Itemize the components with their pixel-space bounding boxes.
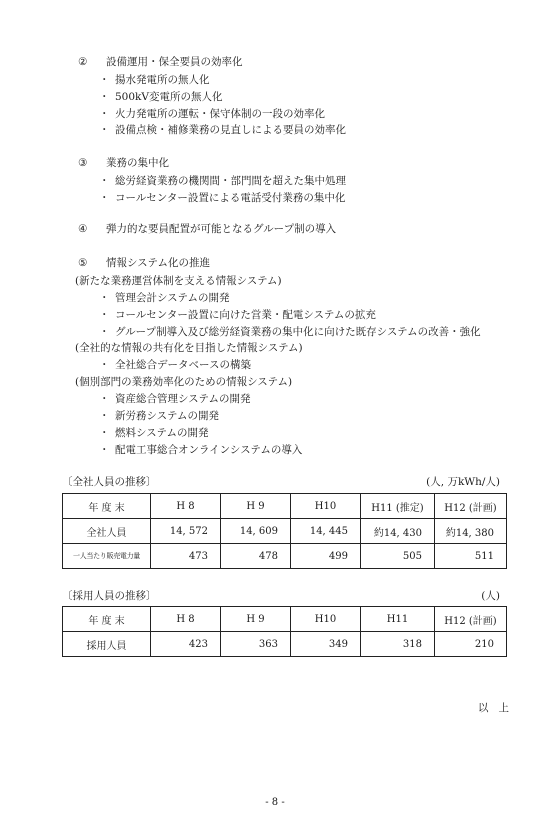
section-5 [75,256,481,458]
table2-caption: 〔採用人員の推移〕 [62,590,157,602]
data-cell: 511 [435,544,507,569]
list-item-text: 500kV変電所の無人化 [115,90,223,103]
list-item-text: 火力発電所の運転・保守体制の一段の効率化 [115,107,325,120]
bullet-list [75,273,481,458]
header-cell: H10 [291,607,361,632]
table-row [63,519,507,544]
list-item-text: 燃料システムの開発 [115,426,209,439]
section-4 [78,222,336,237]
bullet-mark: ・ [99,443,110,456]
list-item-text: 新労務システムの開発 [115,409,219,422]
page-number: - 8 - [265,797,285,808]
list-item [78,324,481,341]
sub-heading: (新たな業務運営体制を支える情報システム) [75,275,282,287]
list-item [78,442,481,459]
data-cell: 14, 445 [291,519,361,544]
bullet-mark: ・ [99,175,110,187]
section-number: ③ [78,157,88,169]
table-row [63,544,507,569]
data-cell: 499 [291,544,361,569]
list-item [78,122,346,139]
section-2 [78,55,346,139]
row-label-cell: 採用人員 [63,632,151,657]
list-item-text: コールセンター設置に向けた営業・配電システムの拡充 [115,308,376,321]
bullet-mark: ・ [99,308,110,321]
data-cell: 約14, 430 [361,519,435,544]
bullet-mark: ・ [99,325,110,338]
table1-unit: (人, 万kWh/人) [426,476,500,488]
list-item [78,290,481,307]
data-cell: 478 [221,544,291,569]
header-cell: H11 (推定) [361,494,435,519]
list-item-text: 設備点検・補修業務の見直しによる要員の効率化 [115,124,346,137]
closing-mark: 以上 [478,702,519,714]
list-item-text: 配電工事総合オンラインシステムの導入 [115,443,303,456]
section-title [78,55,346,70]
list-item-text: 揚水発電所の無人化 [115,74,210,86]
header-cell: H12 (計画) [435,607,507,632]
list-item [78,357,481,374]
section-heading-text: 設備運用・保全要員の効率化 [106,56,243,68]
bullet-mark: ・ [99,292,110,304]
hiring-table [62,606,507,657]
section-title [78,256,481,271]
table2-unit: (人) [481,590,500,602]
row-label-cell: 全社人員 [63,519,151,544]
data-cell: 505 [361,544,435,569]
section-number: ④ [78,223,88,235]
data-cell: 423 [151,632,221,657]
bullet-list [78,173,346,207]
section-heading-text: 情報システム化の推進 [106,257,210,269]
bullet-mark: ・ [99,426,110,439]
data-cell: 363 [221,632,291,657]
list-item-text: 総労経資業務の機関間・部門間を超えた集中処理 [115,175,346,187]
section-number: ② [78,56,88,68]
bullet-mark: ・ [99,90,110,103]
list-item [78,425,481,442]
sub-heading: (個別部門の業務効率化のための情報システム) [75,376,293,389]
header-cell: H 8 [151,494,221,519]
section-title [78,222,336,237]
bullet-mark: ・ [99,191,110,204]
data-cell: 473 [151,544,221,569]
header-cell: H 9 [221,607,291,632]
table1-caption: 〔全社人員の推移〕 [62,476,157,488]
bullet-mark: ・ [99,124,110,137]
list-item [78,408,481,425]
bullet-mark: ・ [99,359,110,372]
list-item [78,307,481,324]
data-cell: 318 [361,632,435,657]
header-cell: H 9 [221,494,291,519]
header-cell: H10 [291,494,361,519]
bullet-list [78,72,346,139]
header-cell: H11 [361,607,435,632]
data-cell: 14, 572 [151,519,221,544]
bullet-mark: ・ [99,393,110,406]
sub-heading: (全社的な情報の共有化を目指した情報システム) [75,342,303,355]
list-item-text: コールセンター設置による電話受付業務の集中化 [115,191,346,204]
list-item [78,106,346,123]
list-item [78,72,346,89]
data-cell: 210 [435,632,507,657]
table-header-row [63,607,507,632]
section-3 [78,156,346,207]
list-item-text: 管理会計システムの開発 [115,292,230,304]
list-item-text: グループ制導入及び総労経資業務の集中化に向けた既存システムの改善・強化 [115,325,481,338]
section-title [78,156,346,171]
section-number: ⑤ [78,257,88,269]
header-cell: H12 (計画) [435,494,507,519]
header-cell: 年 度 末 [63,607,151,632]
list-item-text: 全社総合データベースの構築 [115,359,251,372]
bullet-mark: ・ [99,409,110,422]
data-cell: 349 [291,632,361,657]
list-item [78,173,346,190]
header-cell: H 8 [151,607,221,632]
row-label-cell: 一人当たり販売電力量 [63,544,151,569]
data-cell: 約14, 380 [435,519,507,544]
table-header-row [63,494,507,519]
table-row [63,632,507,657]
bullet-mark: ・ [99,74,110,86]
data-cell: 14, 609 [221,519,291,544]
list-item [78,190,346,207]
list-item-text: 資産総合管理システムの開発 [115,393,251,406]
list-item [78,89,346,106]
header-cell: 年 度 末 [63,494,151,519]
list-item [78,391,481,408]
staff-table [62,493,507,569]
section-heading-text: 弾力的な要員配置が可能となるグループ制の導入 [106,223,337,235]
section-heading-text: 業務の集中化 [106,157,169,169]
bullet-mark: ・ [99,107,110,120]
